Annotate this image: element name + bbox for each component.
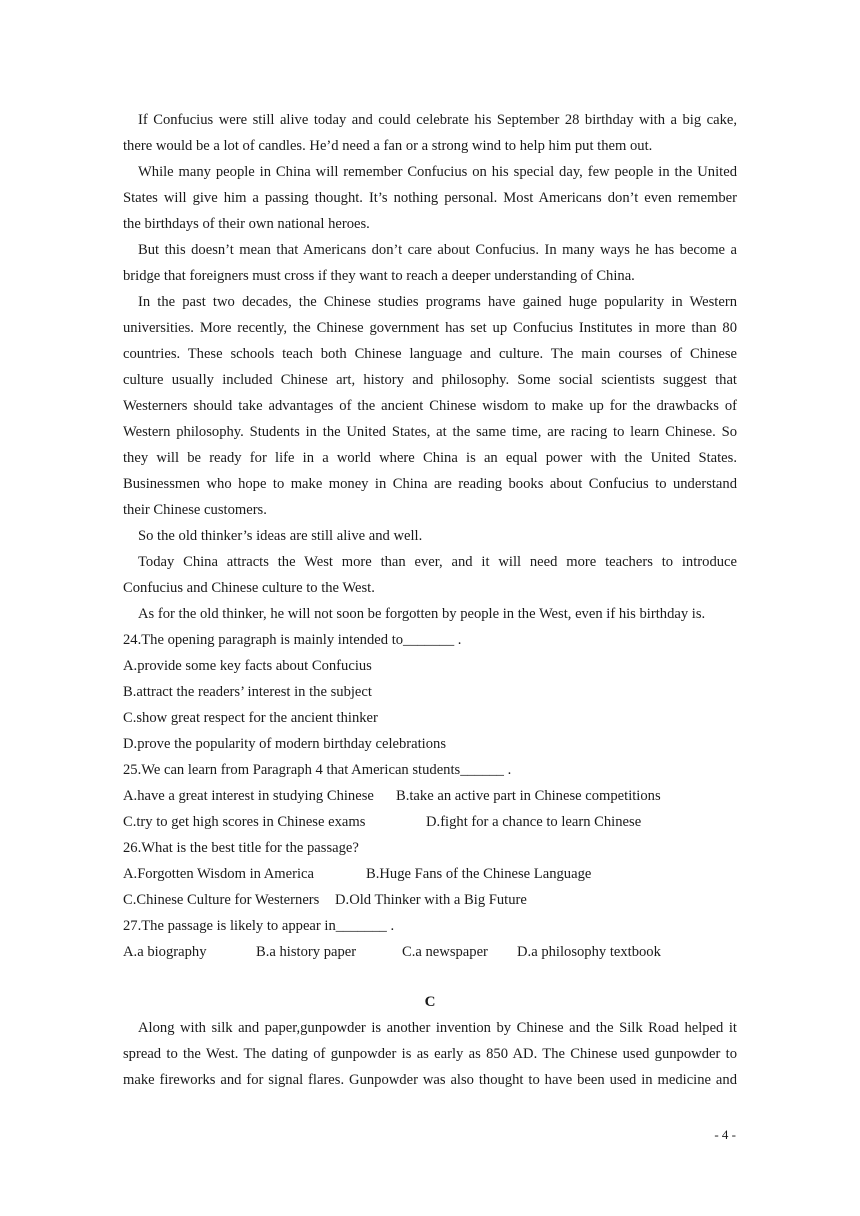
option-c: C.try to get high scores in Chinese exams (123, 814, 366, 830)
question-stem: 25.We can learn from Paragraph 4 that American students______ . (123, 762, 512, 778)
paragraph (123, 523, 737, 549)
option-b: B.Huge Fans of the Chinese Language (366, 866, 592, 882)
options-row (123, 783, 737, 809)
question-26 (123, 835, 737, 913)
text-line: Westerners should take advantages of the ancient Chinese wisdom to make up for the drawbacks of (123, 398, 737, 414)
option-b: B.attract the readers’ interest in the subject (123, 684, 372, 700)
options-row (123, 939, 737, 965)
option-a: A.a biography (123, 944, 207, 960)
option-a: A.have a great interest in studying Chinese (123, 788, 374, 804)
question-24 (123, 627, 737, 757)
text-line: States will give him a passing thought. It’s nothing personal. Most Americans don’t even remember (123, 190, 737, 206)
text-line: they will be ready for life in a world where China is an equal power with the United States. (123, 450, 737, 466)
option-b: B.a history paper (256, 944, 357, 960)
text-line: universities. More recently, the Chinese government has set up Confucius Institutes in more than 80 (123, 320, 737, 336)
paragraph (123, 549, 737, 601)
question-stem: 27.The passage is likely to appear in_______ . (123, 918, 395, 934)
option-a: A.Forgotten Wisdom in America (123, 866, 315, 882)
document-page (123, 107, 737, 1093)
text-line: their Chinese customers. (123, 502, 267, 518)
text-line: As for the old thinker, he will not soon be forgotten by people in the West, even if his birthday is. (138, 606, 706, 622)
text-line: Along with silk and paper,gunpowder is another invention by Chinese and the Silk Road helped it (138, 1020, 737, 1036)
question-stem: 24.The opening paragraph is mainly intended to_______ . (123, 632, 462, 648)
text-line: In the past two decades, the Chinese studies programs have gained huge popularity in Western (138, 294, 737, 310)
text-line: So the old thinker’s ideas are still alive and well. (138, 528, 423, 544)
text-line: But this doesn’t mean that Americans don’t care about Confucius. In many ways he has become a (138, 242, 737, 258)
paragraph (123, 159, 737, 237)
options-row (123, 861, 737, 887)
question-stem: 26.What is the best title for the passage? (123, 840, 359, 856)
option-d: D.prove the popularity of modern birthday celebrations (123, 736, 446, 752)
text-line: spread to the West. The dating of gunpowder is as early as 850 AD. The Chinese used gunpowder to (123, 1046, 737, 1062)
options-row (123, 809, 737, 835)
text-line: Western philosophy. Students in the United States, at the same time, are racing to learn Chinese. So (123, 424, 737, 440)
text-line: While many people in China will remember Confucius on his special day, few people in the United (138, 164, 737, 180)
text-line: the birthdays of their own national heroes. (123, 216, 370, 232)
paragraph (123, 601, 737, 627)
question-25 (123, 757, 737, 835)
option-c: C.a newspaper (402, 944, 488, 960)
option-c: C.show great respect for the ancient thinker (123, 710, 378, 726)
text-line: culture usually included Chinese art, history and philosophy. Some social scientists suggest that (123, 372, 737, 388)
text-line: Confucius and Chinese culture to the West. (123, 580, 375, 596)
passage-b (123, 107, 737, 627)
text-line: make fireworks and for signal flares. Gunpowder was also thought to have been used in medicine and (123, 1072, 737, 1088)
option-d: D.a philosophy textbook (517, 944, 661, 960)
text-line: Today China attracts the West more than ever, and it will need more teachers to introduce (138, 554, 737, 570)
option-c: C.Chinese Culture for Westerners (123, 892, 320, 908)
paragraph (123, 289, 737, 523)
paragraph (123, 237, 737, 289)
option-a: A.provide some key facts about Confucius (123, 658, 372, 674)
text-line: there would be a lot of candles. He’d need a fan or a strong wind to help him put them out. (123, 138, 653, 154)
question-27 (123, 913, 737, 965)
passage-c (123, 1015, 737, 1093)
option-d: D.fight for a chance to learn Chinese (426, 814, 642, 830)
spacer (123, 965, 737, 989)
paragraph (123, 107, 737, 159)
options-row (123, 887, 737, 913)
text-line: bridge that foreigners must cross if they want to reach a deeper understanding of China. (123, 268, 635, 284)
page-number: - 4 - (714, 1127, 736, 1142)
text-line: countries. These schools teach both Chinese language and culture. The main courses of Chinese (123, 346, 737, 362)
text-line: Businessmen who hope to make money in China are reading books about Confucius to understand (123, 476, 737, 492)
option-b: B.take an active part in Chinese competitions (396, 788, 661, 804)
section-heading: C (424, 994, 436, 1010)
option-d: D.Old Thinker with a Big Future (335, 892, 527, 908)
text-line: If Confucius were still alive today and could celebrate his September 28 birthday with a big cake, (138, 112, 737, 128)
